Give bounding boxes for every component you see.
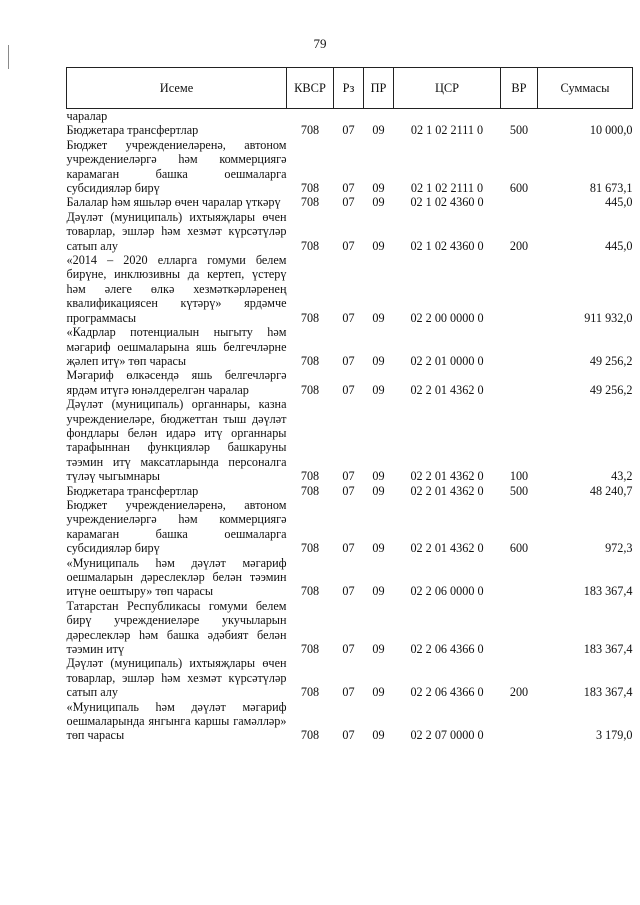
row-rz <box>334 109 364 124</box>
row-kvsr: 708 <box>300 353 320 368</box>
row-pr: 09 <box>372 123 385 138</box>
row-csr: 02 1 02 4360 0 <box>410 238 484 253</box>
row-sum: 911 932,0 <box>584 310 633 325</box>
row-vr <box>501 109 538 124</box>
row-vr <box>501 325 538 368</box>
row-csr: 02 2 07 0000 0 <box>410 728 484 743</box>
table-row <box>67 325 633 368</box>
header-kvsr: КВСР <box>287 68 334 109</box>
row-pr: 09 <box>372 642 385 657</box>
row-pr: 09 <box>372 483 385 498</box>
row-sum: 81 673,1 <box>589 181 633 196</box>
row-name: Бюджетара трансфертлар <box>66 123 199 138</box>
table-row <box>67 138 633 196</box>
row-pr: 09 <box>372 469 385 484</box>
row-vr: 600 <box>509 181 529 196</box>
row-name: «Муниципаль һәм дәүләт мәгариф оешмаларын дәреслекләр белән тәэмин итүне оештыру» төп чарасы <box>66 555 287 599</box>
row-vr: 100 <box>509 469 529 484</box>
row-sum: 43,2 <box>611 469 633 484</box>
row-csr <box>394 109 501 124</box>
row-vr: 500 <box>509 123 529 138</box>
row-csr: 02 1 02 4360 0 <box>410 195 484 210</box>
row-vr <box>501 599 538 657</box>
row-rz: 07 <box>342 642 355 657</box>
row-sum: 183 367,4 <box>583 584 633 599</box>
row-kvsr: 708 <box>300 541 320 556</box>
row-name: Балалар һәм яшьләр өчен чаралар үткәрү <box>66 195 281 210</box>
row-kvsr: 708 <box>300 642 320 657</box>
row-pr: 09 <box>372 685 385 700</box>
row-sum: 3 179,0 <box>595 728 633 743</box>
row-sum: 49 256,2 <box>589 353 633 368</box>
row-vr <box>501 253 538 325</box>
row-sum: 972,3 <box>605 541 633 556</box>
row-kvsr: 708 <box>300 195 320 210</box>
row-sum <box>538 109 633 124</box>
row-kvsr: 708 <box>300 483 320 498</box>
row-name: Бюджет учреждениеләренә, автоном учреждениеләргә һәм коммерциягә карамаган башка оешмаларга субсидияләр бирү <box>66 497 287 556</box>
row-name: Татарстан Республикасы гомуми белем бирү учреждениеләре укучыларын дәреслекләр һәм башка әдәбият белән тәэмин итү <box>66 598 287 657</box>
table-row <box>67 109 633 124</box>
row-name: Дәүләт (муниципаль) органнары, казна учреждениеләре, бюджеттан тыш дәүләт фондлары белән идарә итү органнары тарафыннан функцияләр башкаруны тәэмин итү максатларында персоналга түләү чыгымнары <box>66 397 287 484</box>
row-rz: 07 <box>342 181 355 196</box>
table-row <box>67 210 633 253</box>
row-sum: 445,0 <box>605 238 633 253</box>
row-rz: 07 <box>342 123 355 138</box>
row-csr: 02 2 01 4362 0 <box>410 483 484 498</box>
row-kvsr: 708 <box>300 181 320 196</box>
row-csr: 02 2 01 0000 0 <box>410 353 484 368</box>
row-rz: 07 <box>342 469 355 484</box>
row-name: «2014 – 2020 елларга гомуми белем бирүне, инклюзивны да кертеп, үстерү һәм әлеге өлкә хезмәткәрләренең квалификациясен күтәрү» ярдәмче программасы <box>66 253 287 325</box>
row-pr: 09 <box>372 728 385 743</box>
row-sum: 48 240,7 <box>589 483 633 498</box>
header-rz: Рз <box>334 68 364 109</box>
row-sum: 49 256,2 <box>589 382 633 397</box>
row-csr: 02 2 00 0000 0 <box>410 310 484 325</box>
table-row <box>67 368 633 397</box>
row-name: Бюджет учреждениеләренә, автоном учреждениеләргә һәм коммерциягә карамаган башка оешмаларга субсидияләр бирү <box>66 137 287 196</box>
row-csr: 02 1 02 2111 0 <box>410 181 484 196</box>
row-rz: 07 <box>342 353 355 368</box>
row-rz: 07 <box>342 195 355 210</box>
row-rz: 07 <box>342 541 355 556</box>
row-pr: 09 <box>372 238 385 253</box>
page-number: 79 <box>313 36 327 51</box>
budget-table <box>66 67 633 743</box>
header-csr: ЦСР <box>394 68 501 109</box>
row-vr <box>501 368 538 397</box>
row-csr: 02 2 06 0000 0 <box>410 584 484 599</box>
row-csr: 02 2 06 4366 0 <box>410 642 484 657</box>
row-csr: 02 2 01 4362 0 <box>410 541 484 556</box>
row-kvsr: 708 <box>300 238 320 253</box>
row-csr: 02 1 02 2111 0 <box>410 123 484 138</box>
row-kvsr: 708 <box>300 382 320 397</box>
row-vr <box>501 700 538 743</box>
row-csr: 02 2 01 4362 0 <box>410 382 484 397</box>
row-rz: 07 <box>342 685 355 700</box>
row-vr: 200 <box>509 685 529 700</box>
row-name: Бюджетара трансфертлар <box>66 483 199 498</box>
row-pr: 09 <box>372 310 385 325</box>
row-name: Дәүләт (муниципаль) ихтыяҗлары өчен товарлар, эшләр һәм хезмәт күрсәтүләр сатып алу <box>66 209 287 253</box>
table-row <box>67 397 633 483</box>
row-sum: 183 367,4 <box>583 642 633 657</box>
row-name: чаралар <box>66 109 108 123</box>
table-row <box>67 498 633 556</box>
row-kvsr: 708 <box>300 123 320 138</box>
row-name: «Кадрлар потенциалын ныгыту һәм мәгариф оешмаларына яшь белгечләрне җәлеп итү» төп чарасы <box>66 325 287 368</box>
row-vr: 200 <box>509 238 529 253</box>
row-vr: 500 <box>509 483 529 498</box>
row-name: «Муниципаль һәм дәүләт мәгариф оешмаларында янгынга каршы гамәлләр» төп чарасы <box>66 699 287 743</box>
row-vr <box>501 556 538 599</box>
row-kvsr: 708 <box>300 584 320 599</box>
row-csr: 02 2 01 4362 0 <box>410 469 484 484</box>
row-rz: 07 <box>342 382 355 397</box>
header-vr: ВР <box>501 68 538 109</box>
row-name: Дәүләт (муниципаль) ихтыяҗлары өчен товарлар, эшләр һәм хезмәт күрсәтүләр сатып алу <box>66 656 287 700</box>
row-rz: 07 <box>342 238 355 253</box>
row-kvsr <box>287 109 334 124</box>
row-rz: 07 <box>342 584 355 599</box>
row-rz: 07 <box>342 728 355 743</box>
row-pr: 09 <box>372 195 385 210</box>
row-pr <box>364 109 394 124</box>
row-pr: 09 <box>372 181 385 196</box>
row-rz: 07 <box>342 483 355 498</box>
table-row <box>67 253 633 325</box>
table-row <box>67 556 633 599</box>
row-vr: 600 <box>509 541 529 556</box>
header-name: Исеме <box>67 68 287 109</box>
table-row <box>67 195 633 209</box>
row-pr: 09 <box>372 584 385 599</box>
row-csr: 02 2 06 4366 0 <box>410 685 484 700</box>
row-kvsr: 708 <box>300 310 320 325</box>
row-vr <box>501 195 538 209</box>
row-name: Мәгариф өлкәсендә яшь белгечләргә ярдәм итүгә юнәлдерелгән чаралар <box>66 368 287 397</box>
row-pr: 09 <box>372 353 385 368</box>
row-kvsr: 708 <box>300 728 320 743</box>
row-sum: 445,0 <box>605 195 633 210</box>
table-row <box>67 123 633 137</box>
table-header-row <box>67 68 633 109</box>
row-pr: 09 <box>372 541 385 556</box>
table-row <box>67 656 633 699</box>
header-pr: ПР <box>364 68 394 109</box>
table-row <box>67 599 633 657</box>
row-rz: 07 <box>342 310 355 325</box>
row-pr: 09 <box>372 382 385 397</box>
header-sum: Суммасы <box>538 68 633 109</box>
row-kvsr: 708 <box>300 685 320 700</box>
table-row <box>67 700 633 743</box>
row-sum: 10 000,0 <box>589 123 633 138</box>
table-row <box>67 484 633 498</box>
row-sum: 183 367,4 <box>583 685 633 700</box>
row-kvsr: 708 <box>300 469 320 484</box>
